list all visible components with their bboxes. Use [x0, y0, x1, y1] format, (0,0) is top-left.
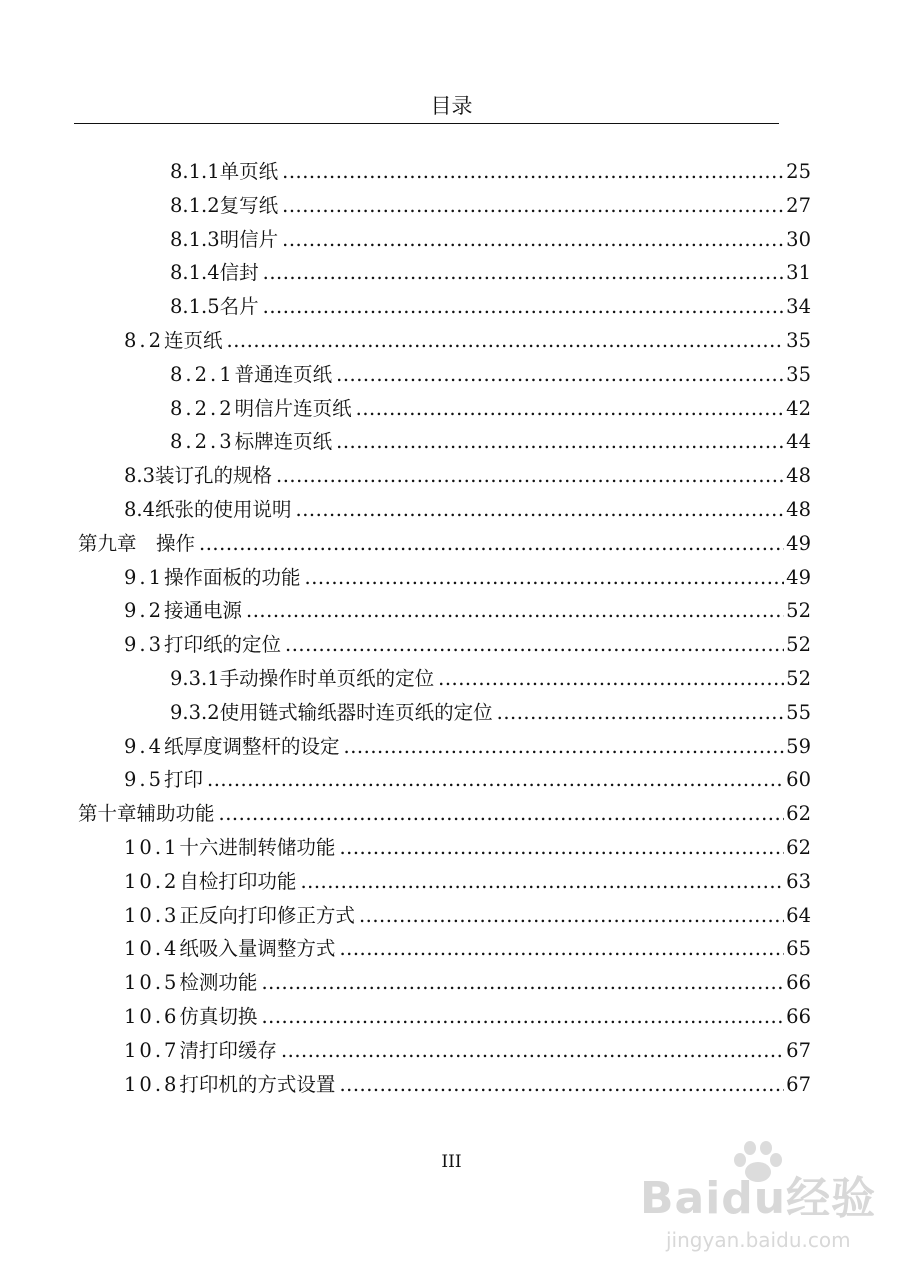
toc-entry-number: 8.2.3 — [170, 430, 235, 454]
toc-entry-title: 复写纸 — [219, 193, 279, 217]
toc-entry-page: 63 — [786, 869, 811, 893]
toc-entry-title: 装订孔的规格 — [155, 464, 273, 488]
toc-entry — [124, 459, 811, 493]
toc-entry-page: 62 — [786, 802, 811, 826]
toc-entry-number: 8.1.5 — [170, 295, 220, 319]
toc-leader-dots — [336, 425, 784, 459]
toc-entry-title: 检测功能 — [179, 971, 258, 995]
toc-entry-page: 62 — [786, 836, 811, 859]
toc-entry-number: 9.3 — [124, 633, 165, 657]
toc-entry-title: 使用链式输纸器时连页纸的定位 — [219, 700, 493, 724]
toc-entry — [124, 831, 811, 865]
toc-entry-number: 10.8 — [124, 1072, 180, 1096]
toc-leader-dots — [305, 561, 785, 595]
toc-leader-dots — [300, 865, 784, 899]
toc-leader-dots — [356, 392, 785, 426]
toc-entry-title: 明信片 — [219, 227, 279, 251]
toc-entry-number: 10.7 — [124, 1038, 180, 1062]
toc-entry — [170, 155, 811, 189]
toc-leader-dots — [339, 831, 784, 865]
toc-leader-dots — [261, 966, 784, 1000]
toc-entry — [170, 696, 811, 730]
toc-leader-dots — [282, 189, 784, 223]
toc-entry-number: 8.4 — [124, 498, 156, 521]
toc-entry-page: 35 — [786, 362, 811, 386]
toc-entry — [124, 594, 811, 628]
toc-entry-page: 59 — [786, 734, 811, 758]
toc-entry-title: 打印机的方式设置 — [179, 1072, 336, 1096]
toc-entry-number: 9.3.2 — [170, 700, 220, 724]
toc-leader-dots — [339, 1068, 784, 1102]
toc-entry-title: 仿真切换 — [179, 1005, 258, 1028]
toc-entry-page: 60 — [786, 768, 811, 792]
toc-entry-page: 42 — [786, 396, 811, 420]
toc-leader-dots — [246, 594, 784, 628]
toc-entry-number: 第九章 — [78, 531, 137, 555]
footer-page-number: III — [441, 1152, 462, 1172]
toc-entry-number: 10.5 — [124, 971, 180, 995]
toc-entry — [170, 189, 811, 223]
toc-leader-dots — [207, 763, 784, 797]
toc-leader-dots — [219, 797, 785, 831]
toc-entry-number: 8.1.4 — [170, 261, 220, 285]
toc-entry-title: 信封 — [219, 261, 259, 285]
toc-entry-number: 8.2.2 — [170, 396, 235, 420]
toc-entry-title: 纸张的使用说明 — [155, 498, 292, 521]
toc-entry — [124, 932, 811, 966]
toc-entry-page: 49 — [786, 565, 811, 589]
toc-entry-title: 操作面板的功能 — [164, 565, 301, 589]
toc-entry-number: 10.1 — [124, 836, 180, 859]
toc-entry-page: 65 — [786, 937, 811, 961]
toc-leader-dots — [282, 223, 784, 257]
header-rule — [74, 123, 779, 124]
toc-entry — [124, 561, 811, 595]
toc-entry — [170, 223, 811, 257]
toc-entry — [124, 966, 811, 1000]
toc-leader-dots — [285, 628, 784, 662]
toc-entry-page: 27 — [786, 193, 811, 217]
toc-entry — [170, 425, 811, 459]
toc-entry-title: 连页纸 — [164, 329, 223, 352]
toc-entry — [78, 527, 811, 561]
toc-entry-page: 64 — [786, 903, 811, 927]
toc-leader-dots — [281, 1034, 784, 1068]
toc-leader-dots — [282, 155, 784, 189]
toc-entry — [170, 256, 811, 290]
toc-entry-title: 明信片连页纸 — [234, 396, 352, 420]
watermark-url: jingyan.baidu.com — [666, 1228, 851, 1252]
toc-entry-page: 35 — [786, 329, 811, 352]
toc-entry-number: 9.3.1 — [170, 667, 220, 690]
toc-entry-title: 辅助功能 — [136, 802, 215, 826]
toc-entry-page: 48 — [786, 498, 811, 521]
toc-entry — [124, 1034, 811, 1068]
toc-leader-dots — [497, 696, 785, 730]
toc-entry-page: 48 — [786, 464, 811, 488]
toc-entry-title: 打印 — [164, 768, 204, 792]
toc-leader-dots — [336, 358, 784, 392]
toc-entry-number: 10.3 — [124, 903, 180, 927]
toc-entry — [124, 899, 811, 933]
toc-entry-page: 55 — [786, 700, 811, 724]
toc-entry-title: 自检打印功能 — [179, 869, 297, 893]
toc-entry-title: 清打印缓存 — [179, 1038, 277, 1062]
toc-entry-page: 66 — [786, 971, 811, 995]
toc-entry — [170, 662, 811, 696]
toc-leader-dots — [296, 493, 785, 527]
watermark — [640, 1140, 890, 1260]
toc-entry — [124, 493, 811, 527]
toc-entry-page: 34 — [786, 295, 811, 319]
toc-entry-number: 8.2.1 — [170, 362, 235, 386]
toc-leader-dots — [227, 324, 785, 358]
toc-entry-title: 纸吸入量调整方式 — [179, 937, 336, 961]
toc-entry-page: 30 — [786, 227, 811, 251]
toc-leader-dots — [359, 899, 784, 933]
toc-entry-number: 9.5 — [124, 768, 165, 792]
toc-entry-title: 标牌连页纸 — [234, 430, 333, 454]
toc-entry-title: 接通电源 — [164, 599, 243, 623]
toc-entry-title: 正反向打印修正方式 — [179, 903, 355, 927]
toc-entry-number: 8.3 — [124, 464, 156, 488]
toc-entry-page: 31 — [786, 261, 811, 285]
toc-leader-dots — [339, 932, 784, 966]
toc-entry-number: 9.2 — [124, 599, 165, 623]
toc-entry-title: 十六进制转储功能 — [179, 836, 336, 859]
toc-entry-title: 纸厚度调整杆的设定 — [164, 734, 340, 758]
toc-leader-dots — [344, 730, 785, 764]
toc-leader-dots — [438, 662, 784, 696]
toc-entry — [124, 865, 811, 899]
toc-entry — [170, 392, 811, 426]
toc-entry-page: 44 — [786, 430, 811, 454]
toc-entry-number: 10.4 — [124, 937, 180, 961]
toc-entry — [170, 290, 811, 324]
toc-entry-title: 单页纸 — [219, 160, 279, 183]
watermark-logo-text: Baidu经验 — [640, 1173, 877, 1224]
toc-entry-number: 10.2 — [124, 869, 180, 893]
toc-leader-dots — [263, 290, 785, 324]
toc-entry-number: 8.2 — [124, 329, 165, 352]
toc-entry-number: 8.1.2 — [170, 193, 220, 217]
toc-entry-page: 52 — [786, 633, 811, 657]
toc-entry — [124, 1000, 811, 1034]
toc-entry-title: 普通连页纸 — [234, 362, 333, 386]
toc-entry-number: 第十章 — [78, 802, 137, 826]
toc-entry-page: 67 — [786, 1072, 811, 1096]
toc-entry-number: 10.6 — [124, 1005, 180, 1028]
toc-entry — [124, 763, 811, 797]
toc-entry-number: 9.4 — [124, 734, 165, 758]
toc-entry-page: 52 — [786, 667, 811, 690]
toc-entry — [170, 358, 811, 392]
toc-entry-title: 名片 — [219, 295, 259, 319]
toc-entry-page: 66 — [786, 1005, 811, 1028]
toc-entry — [124, 324, 811, 358]
toc-entry-page: 67 — [786, 1038, 811, 1062]
toc-entry-page: 52 — [786, 599, 811, 623]
toc-entry — [78, 797, 811, 831]
toc-entry-number: 9.1 — [124, 565, 165, 589]
toc-entry-page: 49 — [786, 531, 811, 555]
toc-entry-number: 8.1.1 — [170, 160, 220, 183]
page-header-title: 目录 — [430, 94, 473, 118]
toc-entry-page: 25 — [786, 160, 811, 183]
toc-entry — [124, 1068, 811, 1102]
toc-entry — [124, 628, 811, 662]
toc-entry-title: 打印纸的定位 — [164, 633, 282, 657]
toc-leader-dots — [261, 1000, 784, 1034]
toc-entry-title: 手动操作时单页纸的定位 — [219, 667, 435, 690]
toc-leader-dots — [263, 256, 785, 290]
toc-entry-number: 8.1.3 — [170, 227, 220, 251]
toc-entry-title: 操作 — [136, 531, 196, 555]
toc-entry — [124, 730, 811, 764]
toc-leader-dots — [276, 459, 784, 493]
toc-leader-dots — [199, 527, 784, 561]
